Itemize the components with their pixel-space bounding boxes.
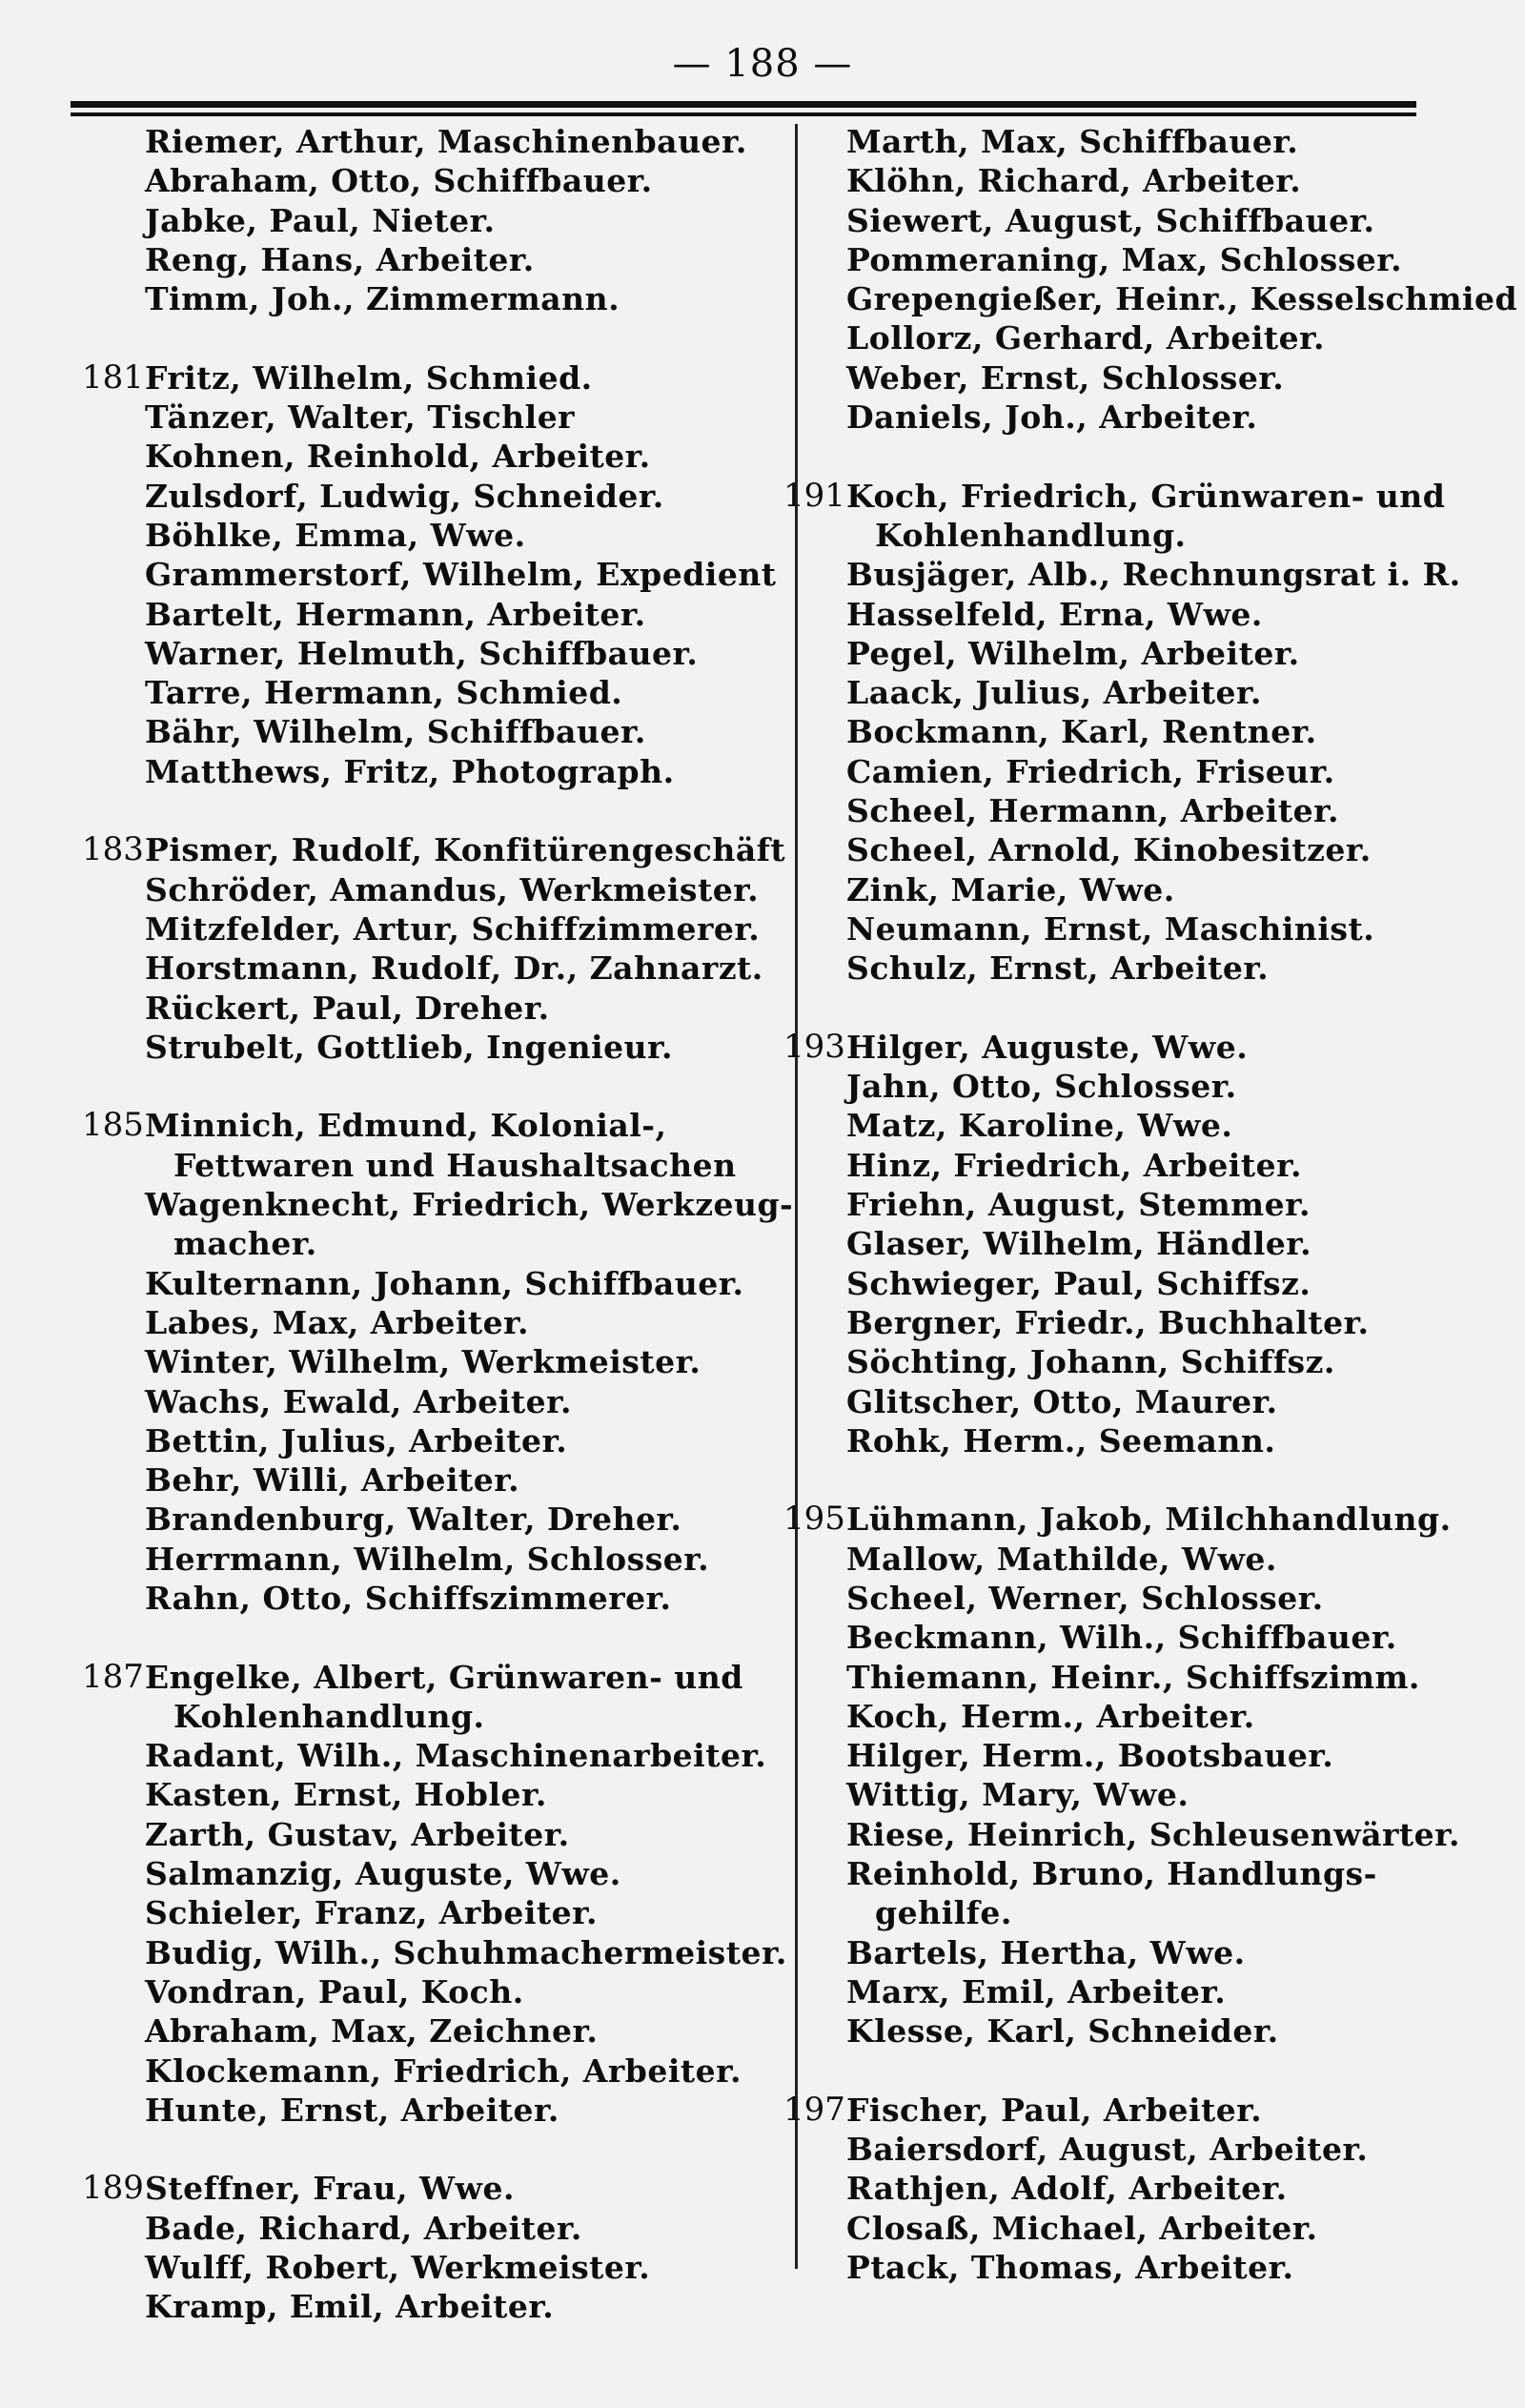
resident-entry: Glaser, Wilhelm, Händler.: [846, 1225, 1312, 1263]
house-group: [82, 1657, 787, 2131]
resident-entry: Fettwaren und Haushaltsachen: [173, 1146, 737, 1184]
resident-entry: Kohlenhandlung.: [173, 1697, 485, 1735]
resident-entry: Labes, Max, Arbeiter.: [145, 1303, 529, 1341]
resident-entry: Zulsdorf, Ludwig, Schneider.: [145, 477, 664, 515]
resident-entry: Mitzfelder, Artur, Schiffzimmerer.: [145, 909, 761, 948]
resident-entry: Strubelt, Gottlieb, Ingenieur.: [145, 1028, 673, 1066]
resident-entry: Bergner, Friedr., Buchhalter.: [846, 1303, 1370, 1341]
resident-entry: Schulz, Ernst, Arbeiter.: [846, 949, 1270, 988]
house-group: [82, 830, 786, 1067]
resident-entry: Baiersdorf, August, Arbeiter.: [846, 2131, 1369, 2169]
house-group: [82, 357, 777, 791]
group-spacer: [783, 989, 1470, 1028]
resident-entry: Grammerstorf, Wilhelm, Expedient: [145, 556, 777, 594]
resident-entry: Rathjen, Adolf, Arbeiter.: [846, 2170, 1288, 2208]
resident-entry: Scheel, Hermann, Arbeiter.: [846, 792, 1339, 830]
resident-entry: Herrmann, Wilhelm, Schlosser.: [145, 1540, 710, 1578]
house-group: [783, 122, 1518, 437]
resident-entry: Scheel, Werner, Schlosser.: [846, 1579, 1324, 1617]
house-group: [783, 2091, 1470, 2287]
resident-entry: Budig, Wilh., Schuhmachermeister.: [145, 1933, 787, 1971]
resident-entry: Wittig, Mary, Wwe.: [846, 1776, 1190, 1814]
resident-entry: Bockmann, Karl, Rentner.: [846, 713, 1317, 751]
group-spacer: [783, 437, 1470, 476]
resident-entry: Schieler, Franz, Arbeiter.: [145, 1894, 598, 1932]
house-number: 189: [82, 2169, 144, 2208]
right-column: [783, 122, 1518, 2287]
resident-entry: Lühmann, Jakob, Milchhandlung.: [846, 1500, 1452, 1539]
resident-entry: Tänzer, Walter, Tischler: [145, 398, 576, 437]
house-number: 191: [783, 476, 845, 515]
resident-entry: Abraham, Max, Zeichner.: [145, 2012, 599, 2051]
resident-entry: Matz, Karoline, Wwe.: [846, 1107, 1233, 1145]
group-spacer: [82, 791, 768, 830]
resident-entry: Marx, Emil, Arbeiter.: [846, 1972, 1227, 2010]
resident-entry: Camien, Friedrich, Friseur.: [846, 752, 1335, 790]
resident-entry: Hilger, Auguste, Wwe.: [846, 1028, 1249, 1066]
resident-entry: Rohk, Herm., Seemann.: [846, 1421, 1276, 1459]
resident-entry: Reng, Hans, Arbeiter.: [145, 240, 535, 278]
resident-entry: Salmanzig, Auguste, Wwe.: [145, 1855, 621, 1893]
resident-entry: Behr, Willi, Arbeiter.: [145, 1461, 520, 1500]
resident-entry: Hilger, Herm., Bootsbauer.: [846, 1737, 1334, 1775]
resident-entry: Pommeraning, Max, Schlosser.: [846, 240, 1403, 278]
resident-entry: Kulternann, Johann, Schiffbauer.: [145, 1264, 744, 1302]
resident-entry: Böhlke, Emma, Wwe.: [145, 516, 526, 554]
resident-entry: Steffner, Frau, Wwe.: [145, 2170, 515, 2208]
house-group: [783, 1028, 1470, 1460]
resident-entry: Engelke, Albert, Grünwaren- und: [145, 1658, 743, 1696]
resident-entry: Brandenburg, Walter, Dreher.: [145, 1500, 682, 1539]
resident-entry: Bartelt, Hermann, Arbeiter.: [145, 595, 646, 633]
resident-entry: Zarth, Gustav, Arbeiter.: [145, 1815, 570, 1853]
header-rule-thin: [71, 112, 1416, 116]
resident-entry: Jahn, Otto, Schlosser.: [846, 1068, 1237, 1106]
resident-entry: Koch, Herm., Arbeiter.: [846, 1697, 1255, 1735]
resident-entry: Busjäger, Alb., Rechnungsrat i. R.: [846, 556, 1461, 594]
resident-entry: Kramp, Emil, Arbeiter.: [145, 2288, 555, 2326]
resident-entry: Klöhn, Richard, Arbeiter.: [846, 162, 1302, 200]
resident-entry: Wachs, Ewald, Arbeiter.: [145, 1382, 572, 1420]
resident-entry: Hasselfeld, Erna, Wwe.: [846, 595, 1263, 633]
resident-entry: Warner, Helmuth, Schiffbauer.: [145, 634, 699, 672]
resident-entry: Wagenknecht, Friedrich, Werkzeug-: [145, 1186, 794, 1224]
resident-entry: Mallow, Mathilde, Wwe.: [846, 1540, 1277, 1578]
resident-entry: Matthews, Fritz, Photograph.: [145, 752, 675, 790]
resident-entry: Wulff, Robert, Werkmeister.: [145, 2249, 651, 2287]
resident-entry: gehilfe.: [875, 1894, 1012, 1932]
resident-entry: Grepengießer, Heinr., Kesselschmied: [846, 280, 1518, 318]
resident-entry: Weber, Ernst, Schlosser.: [846, 358, 1285, 397]
resident-entry: Glitscher, Otto, Maurer.: [846, 1382, 1278, 1420]
house-group: [82, 2169, 768, 2326]
resident-entry: Tarre, Hermann, Schmied.: [145, 674, 623, 712]
group-spacer: [82, 318, 768, 357]
resident-entry: Siewert, August, Schiffbauer.: [846, 201, 1375, 239]
resident-entry: Scheel, Arnold, Kinobesitzer.: [846, 831, 1372, 869]
resident-entry: Thiemann, Heinr., Schiffszimm.: [846, 1658, 1420, 1696]
resident-entry: Friehn, August, Stemmer.: [846, 1186, 1311, 1224]
resident-entry: Bähr, Wilhelm, Schiffbauer.: [145, 713, 646, 751]
resident-entry: Söchting, Johann, Schiffsz.: [846, 1343, 1335, 1381]
resident-entry: Reinhold, Bruno, Handlungs-: [846, 1855, 1377, 1893]
resident-entry: Minnich, Edmund, Kolonial-,: [145, 1107, 667, 1145]
group-spacer: [783, 2051, 1470, 2091]
house-group: [783, 1500, 1470, 2051]
resident-entry: Neumann, Ernst, Maschinist.: [846, 909, 1375, 948]
resident-entry: Vondran, Paul, Koch.: [145, 1972, 524, 2010]
resident-entry: macher.: [173, 1225, 317, 1263]
resident-entry: Pismer, Rudolf, Konfitürengeschäft: [145, 831, 786, 869]
resident-entry: Riemer, Arthur, Maschinenbauer.: [145, 123, 747, 160]
resident-entry: Timm, Joh., Zimmermann.: [145, 280, 620, 318]
resident-entry: Kohnen, Reinhold, Arbeiter.: [145, 438, 651, 476]
house-number: 181: [82, 357, 144, 397]
house-number: 187: [82, 1657, 144, 1696]
resident-entry: Jabke, Paul, Nieter.: [145, 201, 496, 239]
resident-entry: Bettin, Julius, Arbeiter.: [145, 1421, 568, 1459]
house-number: 197: [783, 2090, 845, 2129]
resident-entry: Ptack, Thomas, Arbeiter.: [846, 2249, 1294, 2287]
house-number: 195: [783, 1500, 845, 1539]
resident-entry: Kohlenhandlung.: [875, 516, 1187, 554]
resident-entry: Klesse, Karl, Schneider.: [846, 2012, 1279, 2051]
resident-entry: Bade, Richard, Arbeiter.: [145, 2209, 582, 2247]
group-spacer: [82, 1618, 768, 1657]
resident-entry: Horstmann, Rudolf, Dr., Zahnarzt.: [145, 949, 763, 988]
resident-entry: Schröder, Amandus, Werkmeister.: [145, 870, 760, 908]
resident-entry: Kasten, Ernst, Hobler.: [145, 1776, 547, 1814]
resident-entry: Bartels, Hertha, Wwe.: [846, 1933, 1246, 1971]
resident-entry: Pegel, Wilhelm, Arbeiter.: [846, 634, 1300, 672]
resident-entry: Hunte, Ernst, Arbeiter.: [145, 2091, 559, 2129]
group-spacer: [82, 1067, 768, 1106]
resident-entry: Hinz, Friedrich, Arbeiter.: [846, 1146, 1302, 1184]
resident-entry: Schwieger, Paul, Schiffsz.: [846, 1264, 1312, 1302]
resident-entry: Abraham, Otto, Schiffbauer.: [145, 162, 653, 200]
resident-entry: Beckmann, Wilh., Schiffbauer.: [846, 1619, 1397, 1657]
header-rule-thick: [71, 101, 1416, 108]
group-spacer: [82, 2130, 768, 2169]
resident-entry: Daniels, Joh., Arbeiter.: [846, 398, 1258, 437]
resident-entry: Winter, Wilhelm, Werkmeister.: [145, 1343, 702, 1381]
resident-entry: Fritz, Wilhelm, Schmied.: [145, 358, 593, 397]
house-group: [82, 122, 768, 318]
house-group: [82, 1106, 794, 1618]
resident-entry: Radant, Wilh., Maschinenarbeiter.: [145, 1737, 767, 1775]
group-spacer: [783, 1460, 1470, 1500]
resident-entry: Rückert, Paul, Dreher.: [145, 989, 550, 1027]
house-group: [783, 477, 1470, 989]
resident-entry: Marth, Max, Schiffbauer.: [846, 123, 1299, 160]
resident-entry: Koch, Friedrich, Grünwaren- und: [846, 477, 1446, 515]
house-number: 193: [783, 1027, 845, 1066]
resident-entry: Laack, Julius, Arbeiter.: [846, 674, 1262, 712]
resident-entry: Fischer, Paul, Arbeiter.: [846, 2091, 1263, 2129]
resident-entry: Riese, Heinrich, Schleusenwärter.: [846, 1815, 1460, 1853]
house-number: 185: [82, 1106, 144, 1145]
resident-entry: Zink, Marie, Wwe.: [846, 870, 1175, 908]
left-column: [82, 122, 794, 2327]
resident-entry: Closaß, Michael, Arbeiter.: [846, 2209, 1318, 2247]
page-number: — 188 —: [672, 42, 853, 86]
house-number: 183: [82, 830, 144, 869]
resident-entry: Rahn, Otto, Schiffszimmerer.: [145, 1579, 672, 1617]
resident-entry: Klockemann, Friedrich, Arbeiter.: [145, 2051, 742, 2090]
resident-entry: Lollorz, Gerhard, Arbeiter.: [846, 319, 1325, 357]
